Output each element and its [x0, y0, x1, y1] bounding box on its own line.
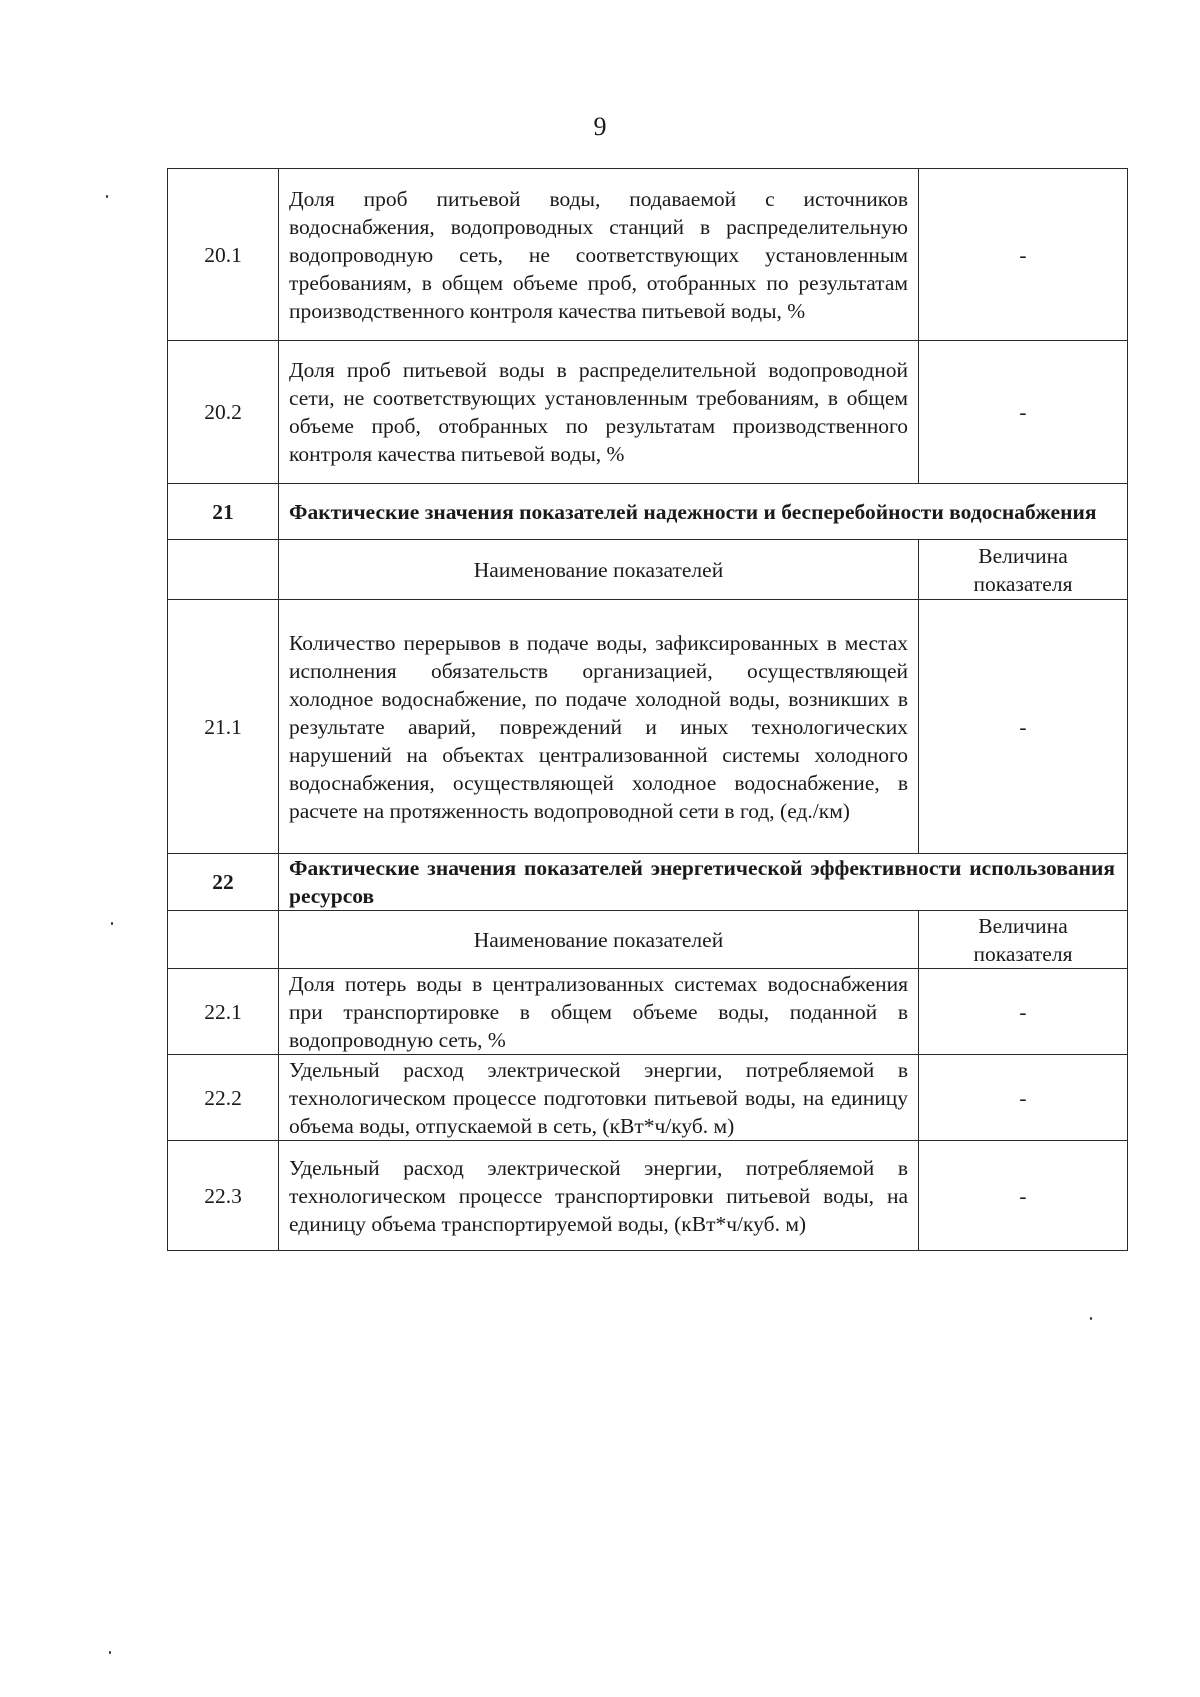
table-row: [168, 1141, 1128, 1251]
scan-speck: [111, 922, 113, 925]
section-row: [168, 484, 1128, 540]
row-number: 20.1: [168, 169, 279, 341]
section-title: Фактические значения показателей надежности и бесперебойности водоснабжения: [279, 484, 1128, 540]
row-number: 22.2: [168, 1055, 279, 1141]
indicator-name: Удельный расход электрической энергии, потребляемой в технологическом процессе подготовки питьевой воды, на единицу объема воды, отпускаемой в сеть, (кВт*ч/куб. м): [279, 1055, 919, 1141]
page-number: 9: [593, 112, 607, 141]
scan-speck: [1090, 1317, 1092, 1320]
indicator-name: Доля проб питьевой воды, подаваемой с источников водоснабжения, водопроводных станций в распределительную водопроводную сеть, не соответствующих установленным требованиям, в общем объеме проб, отобранных по результатам производственного контроля качества питьевой воды, %: [279, 169, 919, 341]
row-number: 22.3: [168, 1141, 279, 1251]
header-name: Наименование показателей: [279, 911, 919, 969]
indicator-name: Удельный расход электрической энергии, потребляемой в технологическом процессе транспортировки питьевой воды, на единицу объема транспортируемой воды, (кВт*ч/куб. м): [279, 1141, 919, 1251]
indicator-value: -: [919, 600, 1128, 854]
indicator-value: -: [919, 169, 1128, 341]
header-empty-cell: [168, 540, 279, 600]
table-row: [168, 341, 1128, 484]
header-name: Наименование показателей: [279, 540, 919, 600]
indicator-name: Доля проб питьевой воды в распределительной водопроводной сети, не соответствующих установленным требованиям, в общем объеме проб, отобранных по результатам производственного контроля качества питьевой воды, %: [279, 341, 919, 484]
header-value: Величина показателя: [919, 540, 1128, 600]
section-row: [168, 854, 1128, 911]
row-number: 21.1: [168, 600, 279, 854]
section-number: 21: [168, 484, 279, 540]
indicators-table: [167, 168, 1128, 1251]
table-header-row: [168, 911, 1128, 969]
row-number: 20.2: [168, 341, 279, 484]
row-number: 22.1: [168, 969, 279, 1055]
section-number: 22: [168, 854, 279, 911]
table-row: [168, 600, 1128, 854]
indicator-value: -: [919, 1141, 1128, 1251]
indicator-value: -: [919, 1055, 1128, 1141]
indicator-value: -: [919, 969, 1128, 1055]
scan-speck: [106, 195, 108, 198]
section-title: Фактические значения показателей энергетической эффективности использования ресурсов: [279, 854, 1128, 911]
header-value: Величина показателя: [919, 911, 1128, 969]
scan-speck: [109, 1651, 111, 1654]
table-header-row: [168, 540, 1128, 600]
table-row: [168, 169, 1128, 341]
header-empty-cell: [168, 911, 279, 969]
indicator-name: Количество перерывов в подаче воды, зафиксированных в местах исполнения обязательств организацией, осуществляющей холодное водоснабжение, по подаче холодной воды, возникших в результате аварий, повреждений и иных технологических нарушений на объектах централизованной системы холодного водоснабжения, осуществляющей холодное водоснабжение, в расчете на протяженность водопроводной сети в год, (ед./км): [279, 600, 919, 854]
table-row: [168, 1055, 1128, 1141]
indicator-name: Доля потерь воды в централизованных системах водоснабжения при транспортировке в общем объеме воды, поданной в водопроводную сеть, %: [279, 969, 919, 1055]
table-row: [168, 969, 1128, 1055]
indicator-value: -: [919, 341, 1128, 484]
